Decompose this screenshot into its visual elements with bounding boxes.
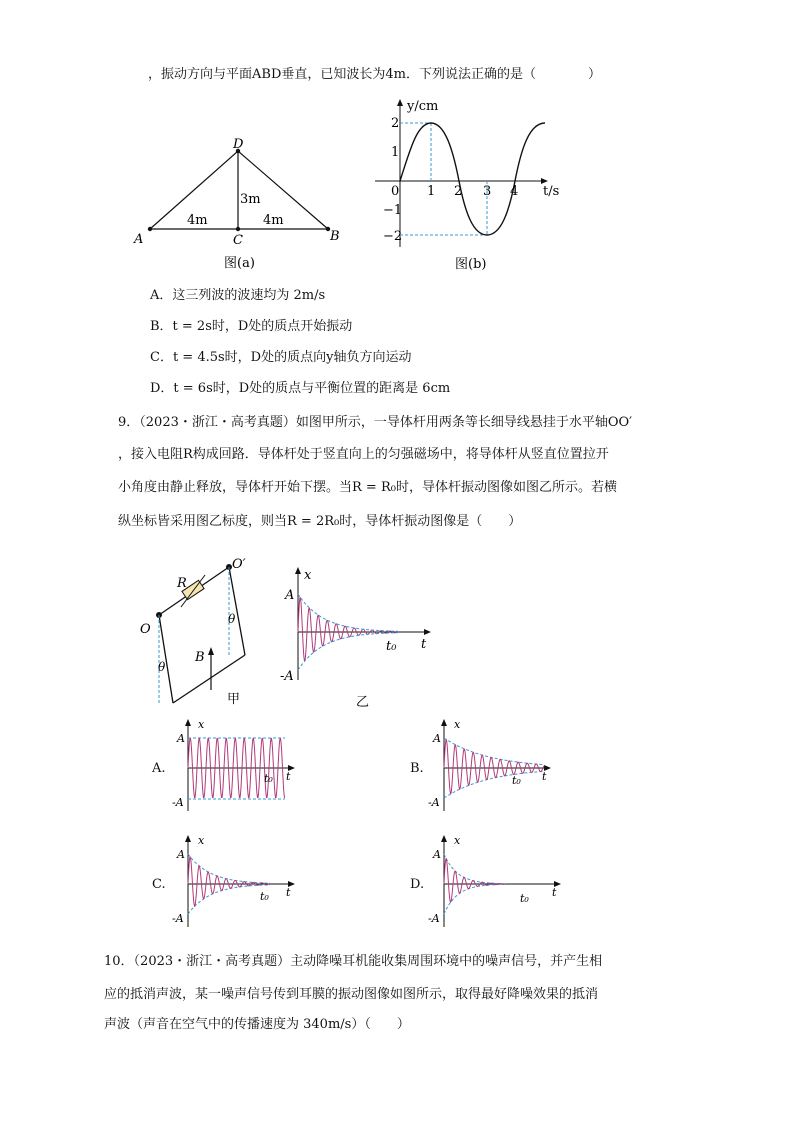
- figure-a-triangle: [125, 135, 345, 275]
- q10-line-3: 声波（声音在空气中的传播速度为 340m/s）（ ）: [104, 1017, 410, 1032]
- yi-neg-amplitude-label: -A: [280, 669, 294, 684]
- figure-a-caption: 图(a): [224, 256, 255, 271]
- q9-line-1: 9．（2023・浙江・高考真题）如图甲所示，一导体杆用两条等长细导线悬挂于水平轴OO′: [118, 415, 633, 430]
- q8-option-b: B．t = 2s时，D处的质点开始振动: [150, 319, 353, 334]
- q9-line-2: ，接入电阻R构成回路．导体杆处于竖直向上的匀强磁场中，将导体杆从竖直位置拉开: [118, 447, 609, 462]
- svg-text:t: t: [286, 770, 291, 783]
- q9-option-a-graph: [170, 716, 300, 816]
- xtick-2: 2: [454, 184, 463, 199]
- yi-t-axis-label: t: [421, 637, 427, 652]
- theta-right-label: θ: [228, 612, 236, 626]
- point-b-label: B: [330, 229, 340, 244]
- svg-text:-A: -A: [428, 796, 440, 809]
- xtick-1: 1: [427, 184, 436, 199]
- svg-text:-A: -A: [172, 912, 184, 925]
- point-d-label: D: [233, 137, 244, 152]
- field-b-label: B: [195, 650, 205, 665]
- svg-text:x: x: [454, 834, 461, 847]
- svg-text:t₀: t₀: [264, 772, 273, 785]
- yi-amplitude-label: A: [285, 588, 295, 603]
- xtick-3: 3: [483, 184, 492, 199]
- figure-yi-caption: 乙: [356, 695, 370, 710]
- figure-jia-caption: 甲: [227, 692, 241, 707]
- ac-length-label: 4m: [187, 213, 208, 228]
- yi-x-axis-label: x: [304, 568, 312, 583]
- q9-option-b-graph: [426, 716, 556, 816]
- q9-option-b-label: B.: [410, 761, 424, 776]
- svg-text:t: t: [552, 886, 557, 899]
- svg-text:t₀: t₀: [260, 890, 269, 903]
- svg-text:t: t: [286, 886, 291, 899]
- q9-option-c-graph: [170, 832, 300, 932]
- yi-t0-label: t₀: [386, 639, 397, 654]
- svg-text:-A: -A: [428, 912, 440, 925]
- figure-b-caption: 图(b): [455, 257, 487, 272]
- q9-option-d-graph: [426, 832, 566, 932]
- cd-length-label: 3m: [240, 192, 261, 207]
- point-o-prime-label: O′: [232, 557, 246, 572]
- q9-line-4: 纵坐标皆采用图乙标度，则当R = 2R₀时，导体杆振动图像是（ ）: [118, 514, 522, 529]
- figure-yi-graph: [278, 562, 438, 712]
- q8-option-d: D．t = 6s时，D处的质点与平衡位置的距离是 6cm: [150, 381, 451, 396]
- q9-option-c-label: C.: [152, 877, 166, 892]
- svg-text:A: A: [177, 848, 185, 861]
- q8-option-a: A．这三列波的波速均为 2m/s: [150, 288, 326, 303]
- svg-text:A: A: [177, 732, 185, 745]
- q9-option-a-label: A.: [152, 761, 166, 776]
- q8-intro: ，振动方向与平面ABD垂直，已知波长为4m．下列说法正确的是（ ）: [148, 67, 601, 82]
- figure-b-graph: [365, 92, 565, 272]
- theta-left-label: θ: [158, 660, 166, 674]
- q10-line-1: 10．（2023・浙江・高考真题）主动降噪耳机能收集周围环境中的噪声信号，并产生相: [104, 954, 603, 969]
- ytick-neg1: −1: [383, 203, 403, 218]
- svg-text:t₀: t₀: [512, 774, 521, 787]
- svg-text:x: x: [198, 718, 205, 731]
- point-a-label: A: [134, 232, 144, 247]
- ytick-2: 2: [391, 116, 400, 131]
- svg-text:t₀: t₀: [520, 892, 529, 905]
- xtick-4: 4: [510, 184, 519, 199]
- svg-text:t: t: [542, 770, 547, 783]
- figure-jia-pendulum: [135, 555, 275, 715]
- q8-option-c: C．t = 4.5s时，D处的质点向y轴负方向运动: [150, 350, 412, 365]
- q9-line-3: 小角度由静止释放，导体杆开始下摆。当R = R₀时，导体杆振动图像如图乙所示。若横: [118, 480, 617, 495]
- svg-text:-A: -A: [172, 796, 184, 809]
- svg-text:A: A: [433, 732, 441, 745]
- svg-text:x: x: [198, 834, 205, 847]
- svg-text:x: x: [454, 718, 461, 731]
- x-axis-label: t/s: [543, 184, 560, 199]
- ytick-1: 1: [391, 145, 400, 160]
- point-c-label: C: [233, 233, 243, 248]
- q10-line-2: 应的抵消声波，某一噪声信号传到耳膜的振动图像如图所示，取得最好降噪效果的抵消: [104, 987, 599, 1002]
- resistor-r-label: R: [177, 576, 187, 591]
- point-o-label: O: [140, 622, 151, 637]
- ytick-0: 0: [391, 184, 400, 199]
- svg-text:A: A: [433, 848, 441, 861]
- y-axis-label: y/cm: [407, 99, 439, 114]
- ytick-neg2: −2: [383, 229, 403, 244]
- cb-length-label: 4m: [263, 213, 284, 228]
- q9-option-d-label: D.: [410, 877, 425, 892]
